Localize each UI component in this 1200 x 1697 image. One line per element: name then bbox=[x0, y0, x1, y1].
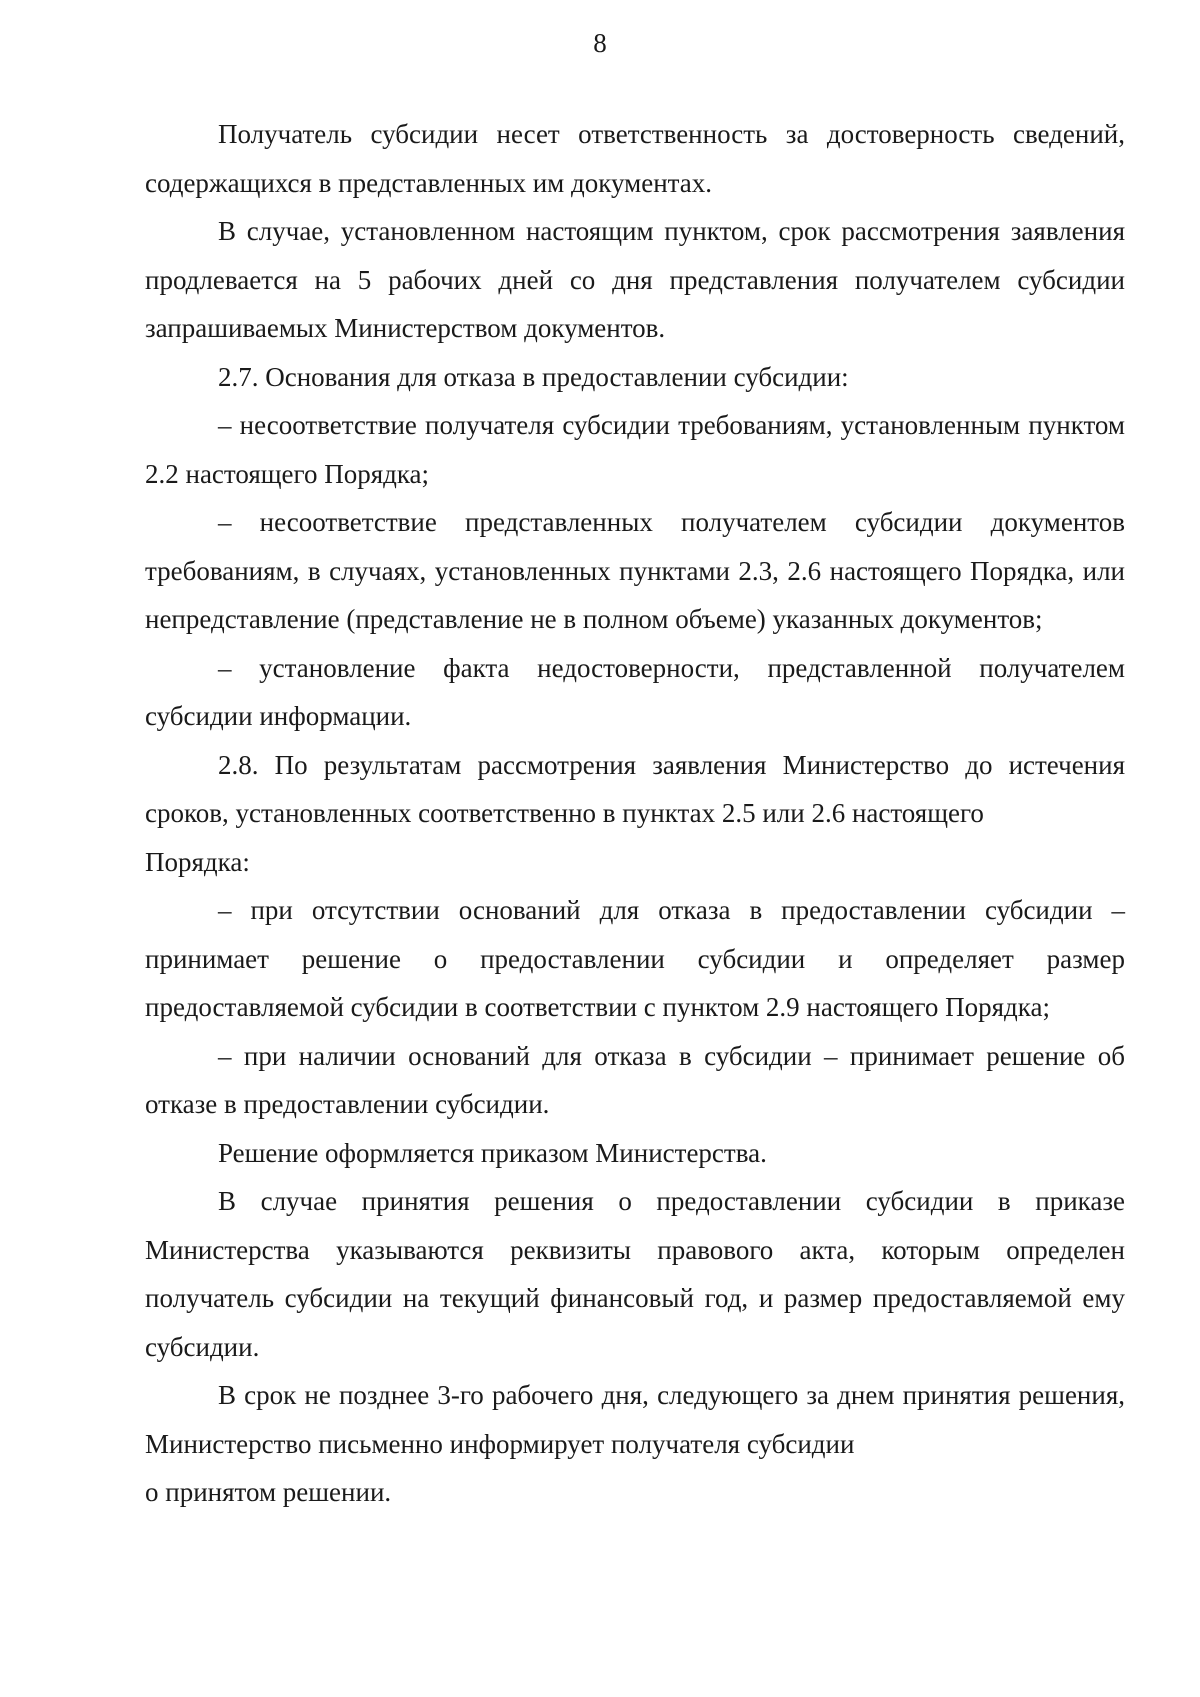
paragraph-recipient-responsibility: Получатель субсидии несет ответственность за достоверность сведений, содержащихся в представленных им документах. bbox=[145, 119, 1125, 198]
decision-refuse: – при наличии оснований для отказа в субсидии – принимает решение об отказе в предоставлении субсидии. bbox=[145, 1040, 1125, 1119]
page-number: 8 bbox=[593, 28, 607, 58]
paragraph-review-extension: В случае, установленном настоящим пунктом, срок рассмотрения заявления продлевается на 5 рабочих дней со дня представления получателем субсидии запрашиваемых Министерством документов. bbox=[145, 216, 1125, 343]
refusal-ground-3: – установление факта недостоверности, представленной получателем субсидии информации. bbox=[145, 652, 1125, 731]
refusal-ground-2: – несоответствие представленных получателем субсидии документов требованиям, в случаях, установленных пунктами 2.3, 2.6 настоящего Порядка, или непредставление (представление не в полном объеме) указанных документов; bbox=[145, 507, 1125, 634]
document-body bbox=[145, 110, 1125, 1517]
section-2-7-heading: 2.7. Основания для отказа в предоставлении субсидии: bbox=[218, 361, 849, 392]
paragraph-order-details: В случае принятия решения о предоставлении субсидии в приказе Министерства указываются реквизиты правового акта, которым определен получатель субсидии на текущий финансовый год, и размер предоставляемой ему субсидии. bbox=[145, 1186, 1125, 1362]
paragraph-order-form: Решение оформляется приказом Министерства. bbox=[218, 1137, 767, 1168]
paragraph-notification: В срок не позднее 3-го рабочего дня, следующего за днем принятия решения, Министерство письменно информирует получателя субсидии о принятом решении. bbox=[145, 1380, 1125, 1507]
decision-grant: – при отсутствии оснований для отказа в предоставлении субсидии – принимает решение о предоставлении субсидии и определяет размер предоставляемой субсидии в соответствии с пунктом 2.9 настоящего Порядка; bbox=[145, 895, 1125, 1022]
refusal-ground-1: – несоответствие получателя субсидии требованиям, установленным пунктом 2.2 настоящего Порядка; bbox=[145, 410, 1125, 489]
section-2-8-heading: 2.8. По результатам рассмотрения заявления Министерство до истечения сроков, установленных соответственно в пунктах 2.5 или 2.6 настоящего Порядка: bbox=[145, 749, 1125, 877]
